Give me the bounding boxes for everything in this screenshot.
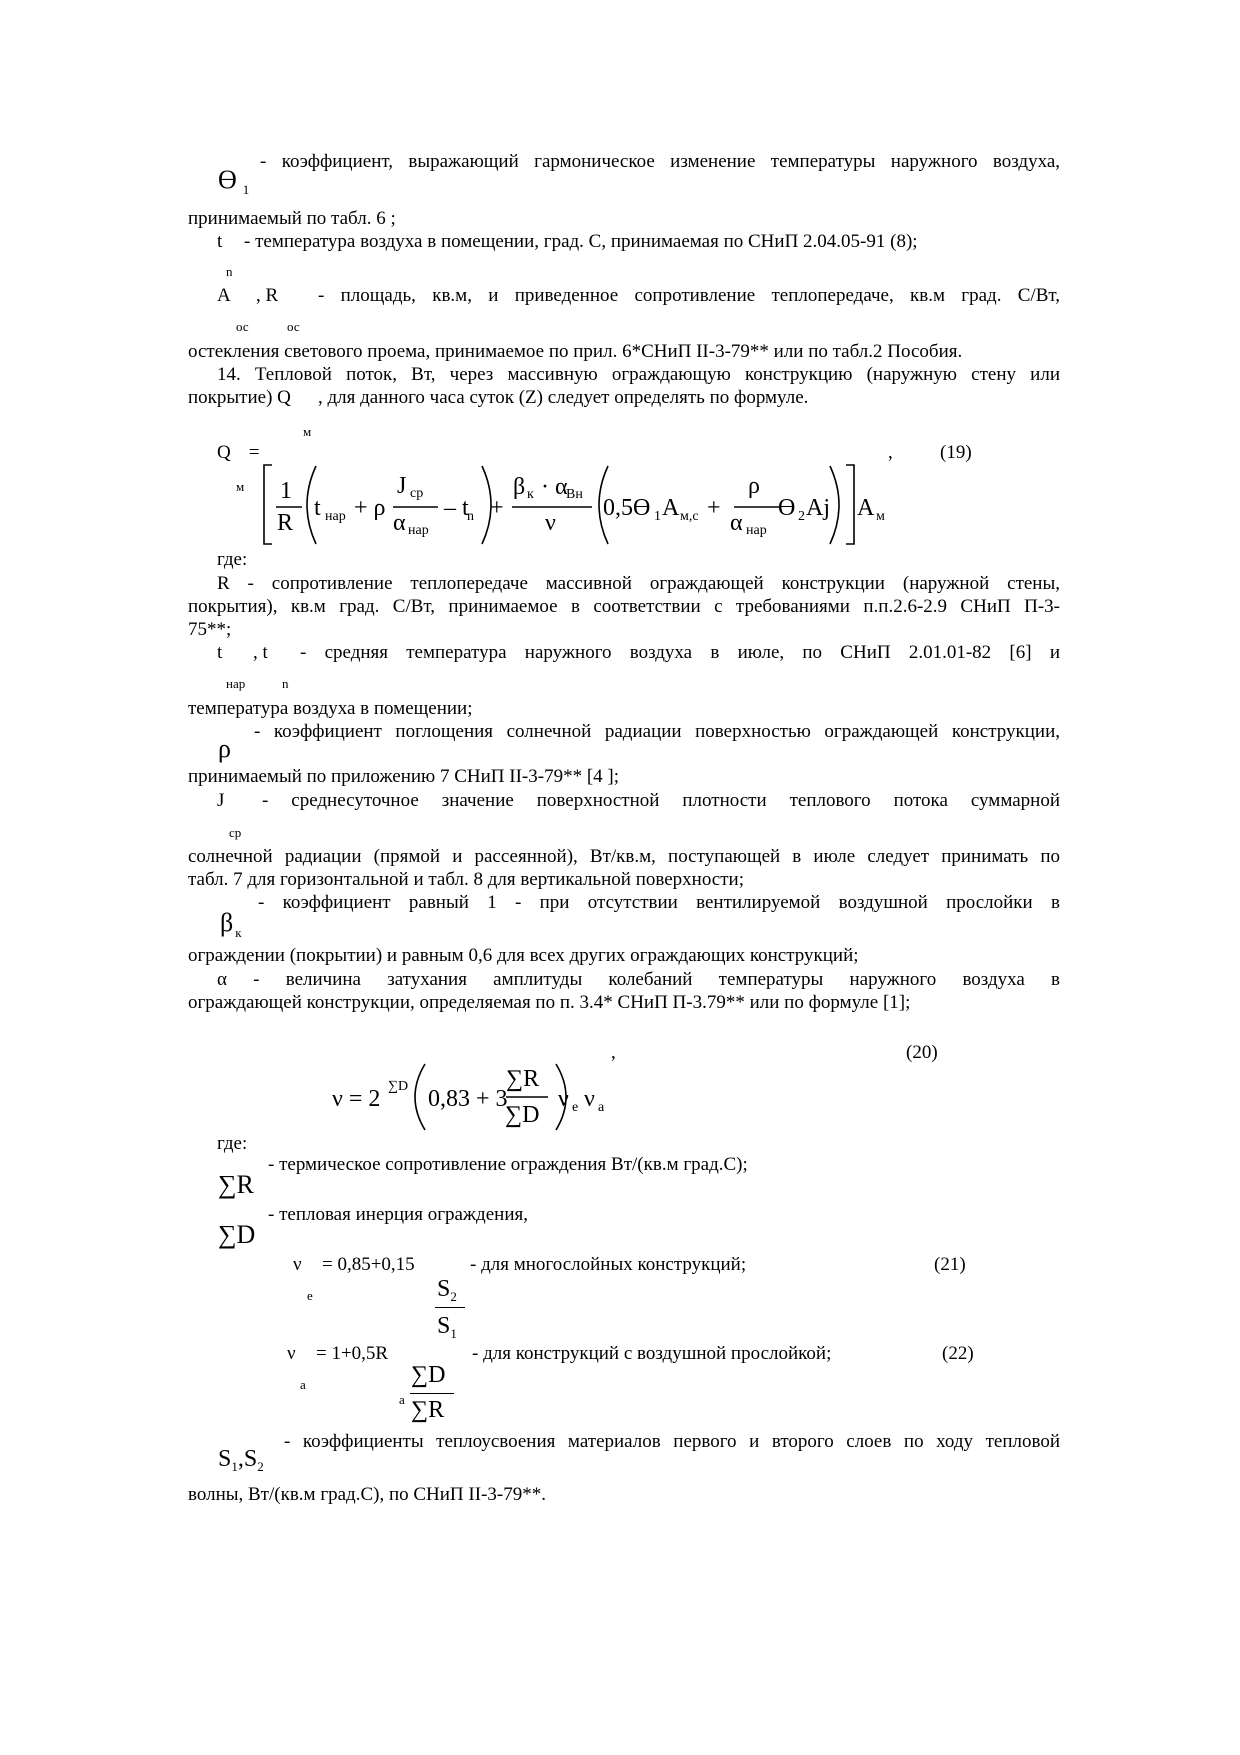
formula19-beta: β <box>513 474 526 500</box>
formula19-comma: , <box>888 442 893 463</box>
tnar-subscript: нар <box>226 676 246 691</box>
text-line: табл. 7 для горизонтальной и табл. 8 для вертикальной поверхности; <box>188 869 744 890</box>
aos-ros-definition: - площадь, кв.м, и приведенное сопротивление теплопередаче, кв.м град. С/Вт, <box>318 285 1060 306</box>
tn-definition: - температура воздуха в помещении, град. С, принимаемая по СНиП 2.04.05-91 (8); <box>244 231 918 252</box>
theta1-symbol: ϴ $_1$ <box>218 165 250 197</box>
formula19-number: (19) <box>940 442 972 463</box>
text-line: температура воздуха в помещении; <box>188 698 473 719</box>
formula19-half: 0,5ϴ <box>603 495 651 521</box>
formula20-paren <box>415 1064 425 1130</box>
formula20-number: (20) <box>906 1042 938 1063</box>
formula21-text: - для многослойных конструкций; <box>470 1254 747 1275</box>
text-line: солнечной радиации (прямой и рассеянной), Вт/кв.м, поступающей в июле следует принимать по <box>188 846 1060 867</box>
formula22-subscript: a <box>300 1377 306 1392</box>
formula19-sub: 1 <box>654 509 661 524</box>
ros-symbol: , R <box>256 285 279 306</box>
formula19-sub: нар <box>325 509 346 524</box>
tnar-symbol: t <box>217 642 223 663</box>
formula22-number: (22) <box>942 1343 974 1364</box>
paragraph-14: 14. Тепловой поток, Вт, через массивную ограждающую конструкцию (наружную стену или <box>217 364 1060 385</box>
text-line: где: <box>217 549 248 570</box>
formula19-sub: ср <box>410 486 424 501</box>
formula20-exponent: ∑D <box>388 1079 409 1094</box>
formula22-eq: = 1+0,5R <box>316 1343 389 1364</box>
text-line: принимаемый по табл. 6 ; <box>188 208 396 229</box>
formula19-t: t <box>314 495 321 521</box>
formula21-nu: ν <box>293 1254 302 1275</box>
formula22-sumD: ∑D <box>411 1362 446 1388</box>
formula22-ra-subscript: a <box>399 1392 405 1407</box>
tn-symbol: , t <box>253 642 268 663</box>
formula20-nu: ν = 2 <box>332 1086 381 1112</box>
formula19-sub: n <box>467 509 474 524</box>
tnar-definition: - средняя температура наружного воздуха в июле, по СНиП 2.01.01-82 [6] и <box>300 642 1060 663</box>
formula21-number: (21) <box>934 1254 966 1275</box>
r-definition: R - сопротивление теплопередаче массивной ограждающей конструкции (наружной стены, <box>217 573 1060 594</box>
formula19-sub: нар <box>746 523 767 538</box>
text-line: волны, Вт/(кв.м град.С), по СНиП II-3-79**. <box>188 1484 546 1505</box>
text-line: остекления светового проема, принимаемое по прил. 6*СНиП II-3-79** или по табл.2 Пособия. <box>188 341 963 362</box>
formula19-nu: ν <box>545 510 556 536</box>
jcp-subscript: ср <box>229 825 242 840</box>
formula19-alpha: α <box>393 510 406 536</box>
tn-symbol: t <box>217 231 223 252</box>
formula19-dot-alpha: · α <box>541 474 568 500</box>
formula19-R: R <box>277 510 294 536</box>
formula19-sub: к <box>527 487 534 502</box>
formula19-alpha: α <box>730 510 743 536</box>
formula20-sub: e <box>572 1100 579 1115</box>
sum-r-symbol: ∑R <box>218 1170 254 1199</box>
formula20-sub: a <box>598 1100 605 1115</box>
formula20-nue: ν <box>558 1086 569 1112</box>
formula19-one: 1 <box>280 478 292 504</box>
formula19-plus: + <box>490 495 504 521</box>
ros-subscript: ос <box>287 319 300 334</box>
formula19-lhs: Q = <box>217 442 260 463</box>
formula19-minus-t: – t <box>444 495 469 521</box>
aos-symbol: A <box>217 285 231 306</box>
formula20-open: 0,83 + 3 <box>428 1086 508 1112</box>
text-line: где: <box>217 1133 248 1154</box>
formula21-fraction-bar <box>435 1307 465 1308</box>
formula19-J: J <box>397 473 407 499</box>
alpha-definition: α - величина затухания амплитуды колебаний температуры наружного воздуха в <box>217 969 1060 990</box>
formula19-Am: A <box>857 495 875 521</box>
text-line: покрытие) Q <box>188 387 291 408</box>
formula19-sub: 2 <box>798 509 805 524</box>
beta-definition: - коэффициент равный 1 - при отсутствии вентилируемой воздушной прослойки в <box>258 892 1060 913</box>
tn-subscript: n <box>226 264 233 279</box>
formula19-A: A <box>662 495 680 521</box>
qm-subscript: м <box>303 424 312 439</box>
jcp-symbol: J <box>217 790 225 811</box>
formula19-plus-rho: + ρ <box>354 495 386 521</box>
formula21-S1: $S_1$ <box>437 1313 457 1341</box>
formula22-text: - для конструкций с воздушной прослойкой; <box>472 1343 832 1364</box>
formula21-subscript: e <box>307 1288 313 1303</box>
sum-d-symbol: ∑D <box>218 1220 256 1249</box>
text-line: , для данного часа суток (Z) следует определять по формуле. <box>318 387 809 408</box>
formula20-sumR: ∑R <box>506 1066 540 1092</box>
beta-symbol: β $_к$ <box>220 908 242 940</box>
sum-r-definition: - термическое сопротивление ограждения Вт/(кв.м град.С); <box>268 1154 748 1175</box>
formula19-plus: + <box>707 495 721 521</box>
theta1-definition: - коэффициент, выражающий гармоническое изменение температуры наружного воздуха, <box>260 151 1060 172</box>
formula22-nu: ν <box>287 1343 296 1364</box>
formula19-sub: нар <box>408 523 429 538</box>
formula19-sub: м,с <box>680 509 699 524</box>
formula19-sub: м <box>876 509 885 524</box>
jcp-definition: - среднесуточное значение поверхностной плотности теплового потока суммарной <box>262 790 1060 811</box>
formula22-fraction-bar <box>410 1393 454 1394</box>
formula20-comma: , <box>611 1042 616 1063</box>
s1-s2-symbol: $S_1,S_2$ <box>218 1446 264 1474</box>
rho-symbol: ρ <box>218 734 231 763</box>
text-line: принимаемый по приложению 7 СНиП II-3-79** [4 ]; <box>188 766 620 787</box>
text-line: покрытия), кв.м град. С/Вт, принимаемое в соответствии с требованиями п.п.2.6-2.9 СНиП П-3- <box>188 596 1060 617</box>
text-line: 75**; <box>188 619 232 640</box>
formula21-eq: = 0,85+0,15 <box>322 1254 415 1275</box>
aos-subscript: ос <box>236 319 249 334</box>
formula21-S2: $S_2$ <box>437 1276 457 1304</box>
formula19-lhs-subscript: м <box>236 479 245 494</box>
formula22-sumR: ∑R <box>411 1397 445 1423</box>
formula20-sumD: ∑D <box>505 1102 540 1128</box>
text-line: ограждающей конструкции, определяемая по п. 3.4* СНиП П-3.79** или по формуле [1]; <box>188 992 911 1013</box>
tn-subscript: n <box>282 676 289 691</box>
formula19-Aj: Aj <box>806 495 830 521</box>
s1-s2-definition: - коэффициенты теплоусвоения материалов первого и второго слоев по ходу тепловой <box>284 1431 1060 1452</box>
formula19-theta: ϴ <box>778 495 796 521</box>
formula19-sub: Вн <box>566 487 583 502</box>
text-line: ограждении (покрытии) и равным 0,6 для всех других ограждающих конструкций; <box>188 945 859 966</box>
sum-d-definition: - тепловая инерция ограждения, <box>268 1204 528 1225</box>
formula20-nua: ν <box>584 1086 595 1112</box>
formula19-rho: ρ <box>748 473 760 499</box>
rho-definition: - коэффициент поглощения солнечной радиации поверхностью ограждающей конструкции, <box>254 721 1060 742</box>
